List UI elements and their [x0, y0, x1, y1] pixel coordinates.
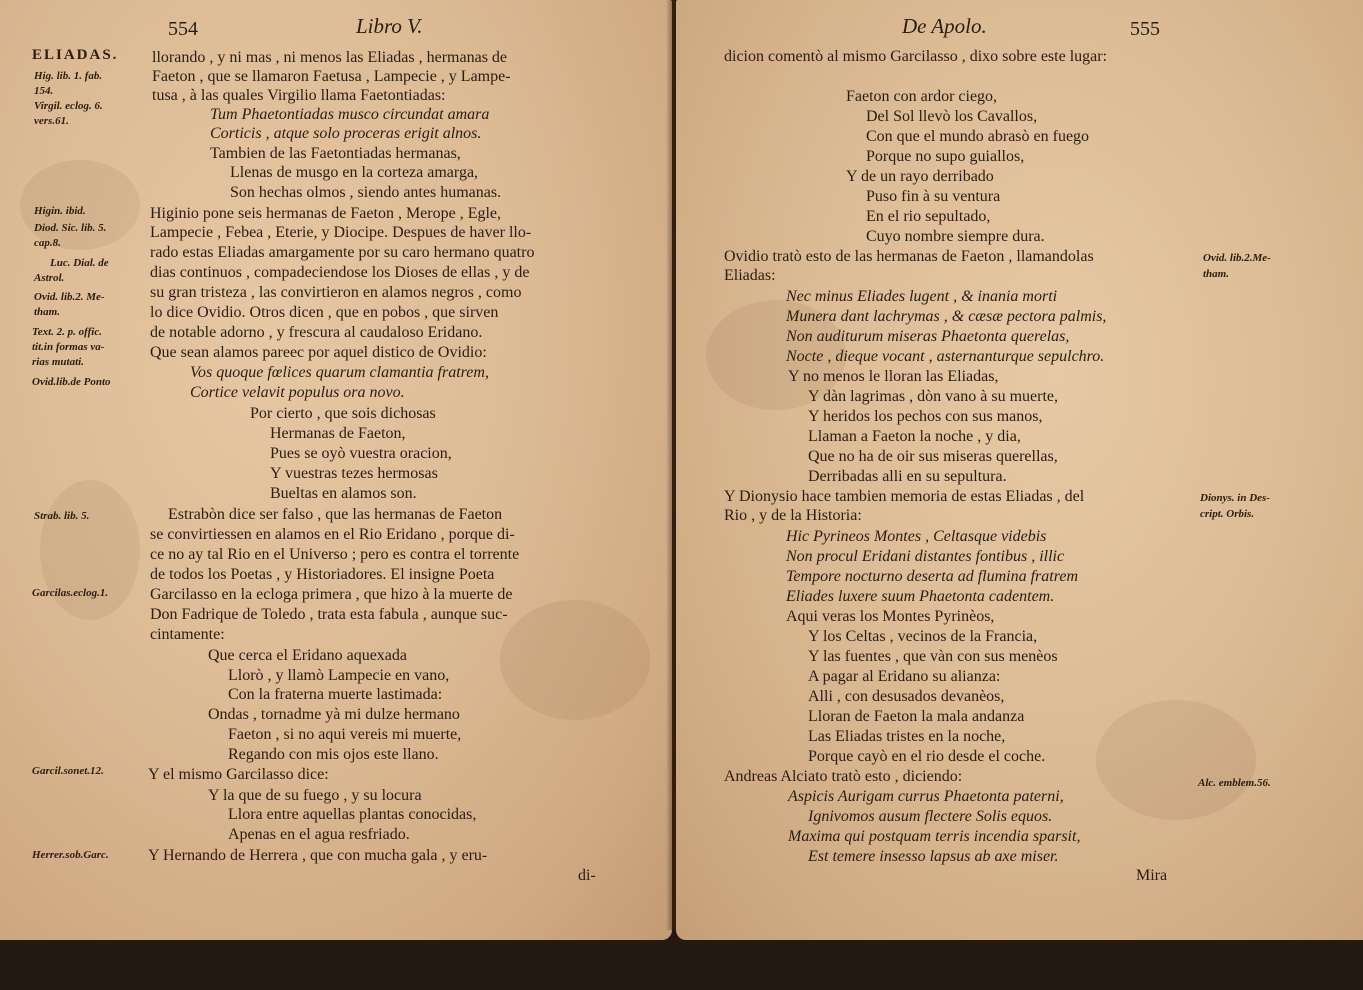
- margin-note: tham.: [1203, 268, 1229, 280]
- text-line: Garcilasso en la ecloga primera , que hizo à la muerte de: [150, 586, 513, 603]
- margin-note: Hig. lib. 1. fab.: [34, 70, 103, 82]
- text-line: Ovidio tratò esto de las hermanas de Faeton , llamandolas: [724, 248, 1094, 265]
- text-line: Aspicis Aurigam currus Phaetonta paterni,: [788, 788, 1064, 805]
- text-line: Munera dant lachrymas , & cæsæ pectora palmis,: [786, 308, 1107, 325]
- text-line: Estrabòn dice ser falso , que las hermanas de Faeton: [168, 506, 503, 523]
- text-line: Y vuestras tezes hermosas: [270, 465, 438, 482]
- text-line: dias continuos , compadeciendose los Dioses de ellas , y de: [150, 264, 530, 281]
- text-line: Maxima qui postquam terris incendia sparsit,: [788, 828, 1081, 845]
- text-line: de notable adorno , y frescura al caudaloso Eridano.: [150, 324, 483, 341]
- margin-note: Herrer.sob.Garc.: [32, 849, 109, 861]
- text-line: Cuyo nombre siempre dura.: [866, 228, 1045, 245]
- text-line: ce no ay tal Rio en el Universo ; pero es contra el torrente: [150, 546, 520, 563]
- text-line: Llora entre aquellas plantas conocidas,: [228, 806, 477, 823]
- text-line: Que sean alamos pareec por aquel distico de Ovidio:: [150, 344, 487, 361]
- running-title: De Apolo.: [902, 14, 987, 38]
- text-line: Porque no supo guiallos,: [866, 148, 1025, 165]
- text-line: Llenas de musgo en la corteza amarga,: [230, 164, 479, 181]
- left-page: [0, 0, 672, 940]
- text-line: Bueltas en alamos son.: [270, 485, 417, 502]
- text-line: su gran tristeza , las convirtieron en alamos negros , como: [150, 284, 522, 301]
- text-line: Corticis , atque solo proceras erigit alnos.: [210, 125, 482, 142]
- text-line: Llorò , y llamò Lampecie en vano,: [228, 667, 450, 684]
- margin-note: cap.8.: [34, 237, 61, 249]
- margin-note: Diod. Sic. lib. 5.: [34, 222, 107, 234]
- text-line: Y la que de su fuego , y su locura: [208, 787, 422, 804]
- text-line: Regando con mis ojos este llano.: [228, 746, 439, 763]
- text-line: Eliadas:: [724, 267, 776, 284]
- text-line: de todos los Poetas , y Historiadores. El insigne Poeta: [150, 566, 495, 583]
- text-line: Porque cayò en el rio desde el coche.: [808, 748, 1046, 765]
- text-line: Eliades luxere suum Phaetonta cadentem.: [786, 588, 1055, 605]
- text-line: Faeton con ardor ciego,: [846, 88, 998, 105]
- text-line: A pagar al Eridano su alianza:: [808, 668, 1001, 685]
- text-line: Ignivomos ausum flectere Solis equos.: [808, 808, 1053, 825]
- running-title: Libro V.: [356, 14, 423, 38]
- text-line: Faeton , que se llamaron Faetusa , Lampecie , y Lampe-: [152, 68, 511, 85]
- text-line: Por cierto , que sois dichosas: [250, 405, 436, 422]
- text-line: Del Sol llevò los Cavallos,: [866, 108, 1038, 125]
- right-page: [676, 0, 1363, 940]
- margin-note: Alc. emblem.56.: [1198, 777, 1271, 789]
- text-line: Non procul Eridani distantes fontibus , illic: [786, 548, 1065, 565]
- text-line: Vos quoque fœlices quarum clamantia fratrem,: [190, 364, 489, 381]
- text-line: Lampecie , Febea , Eterie, y Diocipe. Despues de haver llo-: [150, 224, 532, 241]
- text-line: Cortice velavit populus ora novo.: [190, 384, 405, 401]
- text-line: Con la fraterna muerte lastimada:: [228, 686, 443, 703]
- text-line: se convirtiessen en alamos en el Rio Eridano , porque di-: [150, 526, 515, 543]
- text-line: Lloran de Faeton la mala andanza: [808, 708, 1025, 725]
- text-line: Con que el mundo abrasò en fuego: [866, 128, 1090, 145]
- margin-note: Text. 2. p. offic.: [32, 326, 102, 338]
- margin-note: Astrol.: [34, 272, 65, 284]
- text-line: cintamente:: [150, 626, 225, 643]
- text-line: Tempore nocturno deserta ad flumina fratrem: [786, 568, 1078, 585]
- margin-note: tham.: [34, 306, 60, 318]
- text-line: Mira: [1136, 867, 1168, 884]
- text-line: Puso fin à su ventura: [866, 188, 1001, 205]
- text-line: Alli , con desusados devanèos,: [808, 688, 1005, 705]
- text-line: Aqui veras los Montes Pyrinèos,: [786, 608, 995, 625]
- text-line: Andreas Alciato tratò esto , diciendo:: [724, 768, 963, 785]
- text-line: llorando , y ni mas , ni menos las Eliadas , hermanas de: [152, 49, 508, 66]
- margin-note: vers.61.: [34, 115, 69, 127]
- text-line: Nec minus Eliades lugent , & inania morti: [786, 288, 1058, 305]
- margin-note: Luc. Dial. de: [50, 257, 109, 269]
- text-line: Las Eliadas tristes en la noche,: [808, 728, 1006, 745]
- margin-note: Ovid.lib.de Ponto: [32, 376, 111, 388]
- text-line: Tambien de las Faetontiadas hermanas,: [210, 145, 461, 162]
- text-line: Y Dionysio hace tambien memoria de estas Eliadas , del: [724, 488, 1085, 505]
- text-line: Son hechas olmos , siendo antes humanas.: [230, 184, 502, 201]
- text-line: Hic Pyrineos Montes , Celtasque videbis: [786, 528, 1047, 545]
- text-line: Que cerca el Eridano aquexada: [208, 647, 407, 664]
- margin-note: Higin. ibid.: [34, 205, 86, 217]
- page-number: 555: [1130, 18, 1160, 40]
- text-line: Y Hernando de Herrera , que con mucha gala , y eru-: [148, 847, 488, 864]
- margin-note: Garcilas.eclog.1.: [32, 587, 109, 599]
- text-line: di-: [578, 867, 596, 884]
- text-line: Y las fuentes , que vàn con sus menèos: [808, 648, 1058, 665]
- text-line: Y de un rayo derribado: [846, 168, 994, 185]
- margin-note: tit.in formas va-: [32, 341, 105, 353]
- text-line: En el rio sepultado,: [866, 208, 991, 225]
- paper-stain: [1096, 700, 1256, 820]
- margin-note: Garcil.sonet.12.: [32, 765, 104, 777]
- text-line: Apenas en el agua resfriado.: [228, 826, 410, 843]
- text-line: Y el mismo Garcilasso dice:: [148, 766, 329, 783]
- text-line: Y dàn lagrimas , dòn vano à su muerte,: [808, 388, 1059, 405]
- text-line: Don Fadrique de Toledo , trata esta fabula , aunque suc-: [150, 606, 508, 623]
- text-line: Faeton , si no aqui vereis mi muerte,: [228, 726, 462, 743]
- margin-note: Strab. lib. 5.: [34, 510, 90, 522]
- margin-note: Dionys. in Des-: [1200, 492, 1270, 504]
- margin-note: rias mutati.: [32, 356, 84, 368]
- text-line: Tum Phaetontiadas musco circundat amara: [210, 106, 490, 123]
- text-line: dicion comentò al mismo Garcilasso , dixo sobre este lugar:: [724, 48, 1108, 65]
- text-line: Y no menos le lloran las Eliadas,: [788, 368, 999, 385]
- text-line: Est temere insesso lapsus ab axe miser.: [808, 848, 1059, 865]
- text-line: Rio , y de la Historia:: [724, 507, 862, 524]
- text-line: Llaman a Faeton la noche , y dia,: [808, 428, 1021, 445]
- text-line: Nocte , dieque vocant , asternanturque sepulchro.: [786, 348, 1105, 365]
- text-line: Ondas , tornadme yà mi dulze hermano: [208, 706, 460, 723]
- text-line: tusa , à las quales Virgilio llama Faetontiadas:: [152, 87, 446, 104]
- margin-note: Ovid. lib.2.Me-: [1203, 252, 1271, 264]
- text-line: Hermanas de Faeton,: [270, 425, 406, 442]
- text-line: rado estas Eliadas amargamente por su caro hermano quatro: [150, 244, 535, 261]
- paper-stain: [500, 600, 650, 720]
- text-line: Higinio pone seis hermanas de Faeton , Merope , Egle,: [150, 205, 502, 222]
- text-line: Y los Celtas , vecinos de la Francia,: [808, 628, 1038, 645]
- margin-note: cript. Orbis.: [1200, 508, 1255, 520]
- text-line: Non auditurum miseras Phaetonta querelas,: [786, 328, 1070, 345]
- text-line: Que no ha de oir sus miseras querellas,: [808, 448, 1058, 465]
- page-number: 554: [168, 18, 198, 40]
- margin-note: Ovid. lib.2. Me-: [34, 291, 105, 303]
- text-line: Y heridos los pechos con sus manos,: [808, 408, 1043, 425]
- text-line: lo dice Ovidio. Otros dicen , que en pobos , que sirven: [150, 304, 499, 321]
- head-word: ELIADAS.: [32, 47, 119, 63]
- margin-note: Virgil. eclog. 6.: [34, 100, 103, 112]
- text-line: Pues se oyò vuestra oracion,: [270, 445, 452, 462]
- margin-note: 154.: [34, 85, 54, 97]
- text-line: Derribadas alli en su sepultura.: [808, 468, 1007, 485]
